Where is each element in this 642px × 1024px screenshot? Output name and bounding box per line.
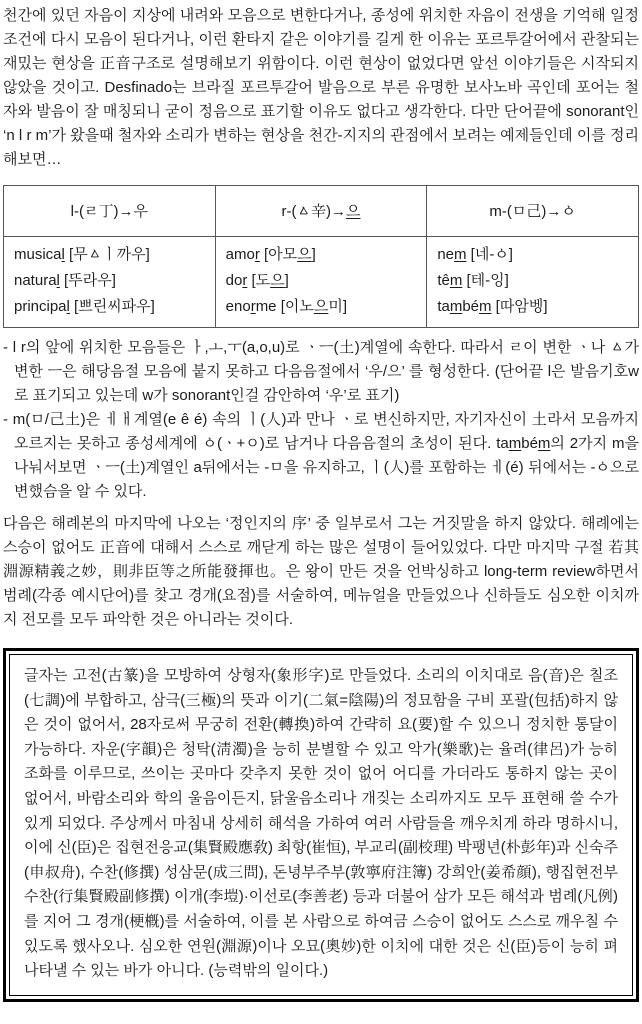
table-cell-m-examples — [427, 237, 639, 328]
commentary-paragraph: 다음은 해례본의 마지막에 나오는 ‘정인지의 序’ 중 일부로서 그는 거짓말을 하지 않았다. 해례에는 스승이 없어도 正音에 대해서 스스로 깨닫게 하는 많은 설명이 들어있었다. 다만 마지막 구절 若其淵源精義之妙，則非臣等之所能發揮也。은 왕이 만든 것을 언박싱하고 long-term review하면서 범례(각종 예시단어)를 찾고 경개(요점)를 서술하여, 메뉴얼을 만들었으나 신하들도 심오한 이치까지 전모를 모두 파악한 것은 아니라는 것이다. — [3, 515, 639, 628]
note-item-lr: - l r의 앞에 위치한 모음들은 ㅏ,ㅗ,ㅜ(a,o,u)로 ㆍㅡ(土)계열에 속한다. 따라서 ㄹ이 변한 ㆍ나 ㅿ가 변한 ㅡ은 해당음절 모음에 붙지 못하고 다음음절에서 ‘우/으’ 를 형성한다. (단어끝 l은 발음기호w로 표기되고 있는데 w가 sonorant인걸 감안하여 ‘우’로 표기) — [3, 339, 639, 404]
example-line: também [따암벵] — [437, 298, 548, 315]
note-item-m: - m(ㅁ/己土)은 ㅔㅐ계열(e ê é) 속의 ㅣ(人)과 만나 ㆍ로 변신하지만, 자기자신이 土라서 모음까지 오르지는 못하고 종성세계에 ㆁ(ㆍ+ㅇ)로 남거나 다음음절의 초성이 된다. também의 2가지 m을 나눠서보면 ㆍㅡ(土)계열인 a뒤에서는 -ㅁ을 유지하고, ㅣ(人)를 포함하는 ㅔ(é) 뒤에서는 -ㆁ으로 변했슴을 알 수 있다. — [3, 411, 639, 500]
example-line: musical [무ㅿㅣ까우] — [14, 246, 150, 263]
example-line: enorme [이노으미] — [225, 298, 348, 315]
table-header-m-column: m-(ㅁ己)→ㆁ — [427, 186, 639, 237]
table-cell-l-examples — [4, 237, 216, 328]
phonetics-table — [3, 185, 639, 328]
quote-box-inner — [9, 654, 633, 996]
example-line: têm [테-잉] — [437, 272, 509, 289]
intro-paragraph: 천간에 있던 자음이 지상에 내려와 모음으로 변한다거나, 종성에 위치한 자음이 전생을 기억해 일정조건에 다시 모음이 된다거나, 이런 환타지 같은 이야기를 길게 한 이유는 포르투갈어에서 관찰되는 재밌는 현상을 正音구조로 설명해보기 위함이다. 이런 현상이 없었다면 앞선 이야기들은 시작되지 않았을 것이고. Desfinado는 브라질 포르투갈어 발음으로 부른 유명한 보사노바 곡인데 포어는 철자와 발음이 잘 매칭되니 굳이 정음으로 표기할 이유도 없다고 생각한다. 다만 단어끝에 sonorant인 ‘n l r m’가 왔을때 철자와 소리가 변하는 현상을 천간-지지의 관점에서 보려는 예제들인데 이를 정리해보면… — [3, 7, 639, 168]
table-header-l-column: l-(ㄹ丁)→우 — [4, 186, 216, 237]
example-line: nem [네-ㆁ] — [437, 246, 513, 263]
table-header-r-column: r-(ㅿ辛)→으 — [215, 186, 427, 237]
table-body-row — [4, 237, 639, 328]
example-line: dor [도으] — [225, 272, 289, 289]
example-line: amor [아모으] — [225, 246, 316, 263]
table-header-row — [4, 186, 639, 237]
quote-box — [3, 648, 639, 1002]
example-line: principal [쁘린씨파우] — [14, 298, 155, 315]
notes-list — [3, 336, 639, 504]
table-cell-r-examples — [215, 237, 427, 328]
quote-text: 글자는 고전(古篆)을 모방하여 상형자(象形字)로 만들었다. 소리의 이치대로 음(音)은 칠조(七調)에 부합하고, 삼극(三極)의 뜻과 이기(二氣=陰陽)의 정묘함을 구비 포괄(包括)하지 않은 것이 없어서, 28자로써 무궁히 전환(轉換)하여 간략히 요(要)할 수 있으니 정치한 통달이 가능하다. 자운(字韻)은 청탁(淸濁)을 능히 분별할 수 있고 악가(樂歌)는 율려(律呂)가 능히 조화를 이루므로, 쓰이는 곳마다 갖추지 못한 것이 없어 어디를 가더라도 통하지 않는 곳이 없어서, 바람소리와 학의 울음이든지, 닭울음소리나 개짖는 소리까지도 모두 표현해 쓸 수가 있게 되었다. 주상께서 마침내 상세히 해석을 가하여 여러 사람들을 깨우치게 하라 명하시니, 이에 신(臣)은 집현전응교(集賢殿應敎) 최항(崔恒), 부교리(副校理) 박팽년(朴彭年)과 신숙주(申叔舟), 수찬(修撰) 성삼문(成三問), 돈녕부주부(敦寧府注簿) 강희안(姜希顔), 행집현전부수찬(行集賢殿副修撰) 이개(李塏)·이선로(李善老) 등과 더불어 삼가 모든 해석과 범례(凡例)를 지어 그 경개(梗槪)를 서술하여, 이를 본 사람으로 하여금 스승이 없어도 스스로 깨우칠 수 있도록 했사오나. 심오한 연원(淵源)이나 오묘(奧妙)한 이치에 대한 것은 신(臣)등이 능히 펴 나타낼 수 있는 바가 아니다. (능력밖의 일이다.) — [24, 667, 618, 980]
example-line: natural [뚜라우] — [14, 272, 116, 289]
